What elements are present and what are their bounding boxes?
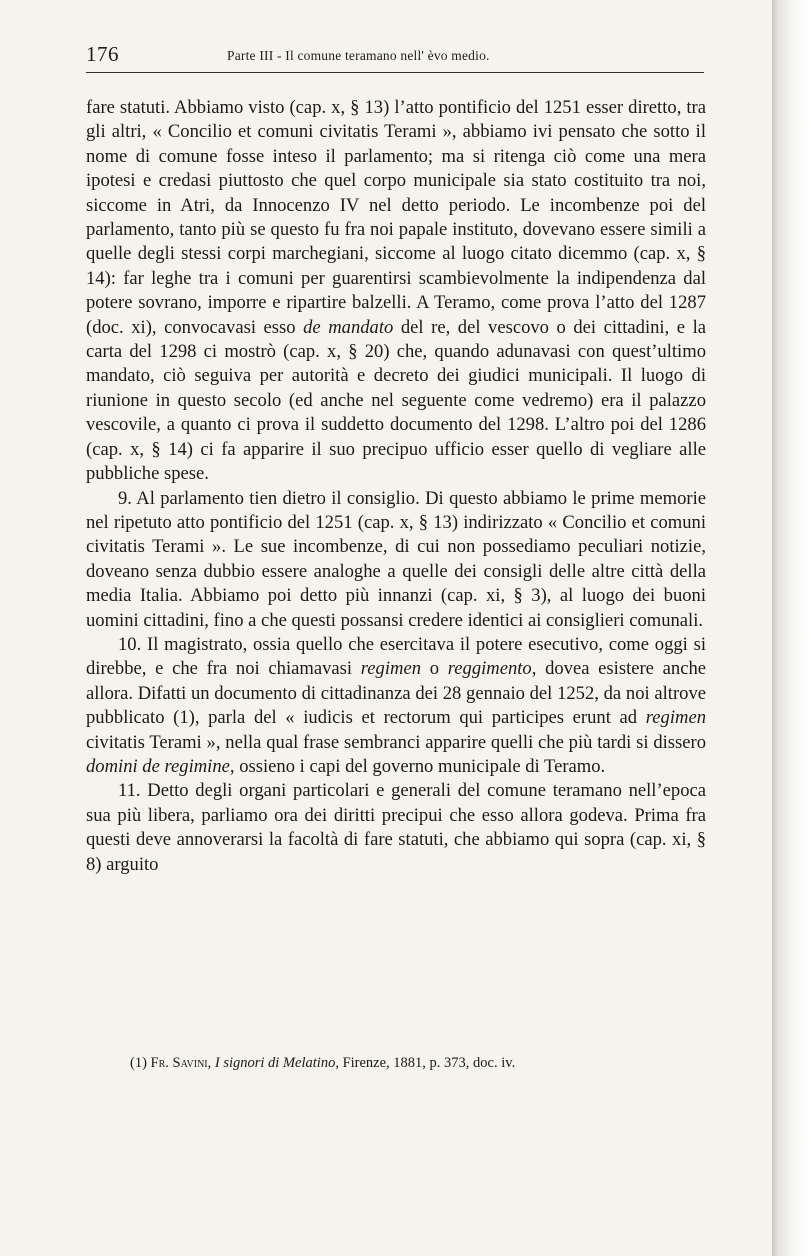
footnote xyxy=(130,1053,710,1073)
paragraph-8-continued xyxy=(86,96,706,487)
text-run: , dovea esistere anche allora. Difatti un documento di cittadinanza dei 28 gennaio del 1252, da noi altrove pubblicato (1), parla del « iudicis et rectorum qui participes erunt ad xyxy=(86,658,706,729)
italic-run: regimen xyxy=(360,658,421,680)
footnote-author: Fr. Savini xyxy=(150,1055,208,1071)
paragraph-9 xyxy=(86,487,706,633)
text-run: fare statuti. Abbiamo visto (cap. x, § 13) l’atto pontificio del 1251 esser diretto, tra gli altri, « Concilio et comuni civitatis Terami », abbiamo ivi pensato che sotto il nome di comune fosse inteso il parlamento; ma si ritenga ciò come una mera ipotesi e credasi piuttosto che quel corpo municipale sia stato costituito tra noi, siccome in Atri, da Innocenzo IV nel detto periodo. Le incombenze poi del parlamento, tanto più se questo fu fra noi papale instituto, dovevano essere simili a quelle degli stessi corpi marchegiani, siccome al luogo citato dicemmo (cap. x, § 14): far leghe tra i comuni per guarentirsi scambievolmente la indipendenza dal potere sovrano, imporre e ripartire balzelli. A Teramo, come prova l’atto del 1287 (doc. xi), convocavasi esso xyxy=(86,97,706,338)
text-run: 10. Il magistrato, ossia quello che esercitava il potere esecutivo, come oggi si direbbe, e che fra noi chiamavasi xyxy=(86,633,706,680)
italic-run: reggimento xyxy=(447,658,532,680)
text-run: 9. Al parlamento tien dietro il consiglio. Di questo abbiamo le prime memorie nel ripetuto atto pontificio del 1251 (cap. x, § 13) indirizzato « Concilio et comuni civitatis Terami ». Le sue incombenze, di cui non possediamo peculiari notizie, doveano senza dubbio essere analoghe a quelle dei consigli delle altre città della media Italia. Abbiamo poi detto più innanzi (cap. xi, § 3), al luogo dei buoni uomini cittadini, fino a che questi possansi credere identici ai consiglieri comunali. xyxy=(86,487,706,631)
text-run: o xyxy=(421,658,448,680)
text-run: , ossieno i capi del governo municipale di Teramo. xyxy=(229,755,606,777)
running-head xyxy=(86,40,704,73)
text-run: civitatis Terami », nella qual frase sembranci apparire quelli che più tardi si dissero xyxy=(86,731,706,753)
running-title: Parte III - Il comune teramano nell' èvo medio. xyxy=(227,48,490,63)
paragraph-10 xyxy=(86,633,706,779)
italic-run: domini de regimine xyxy=(86,755,230,777)
footnote-marker: (1) xyxy=(130,1055,151,1071)
body-text xyxy=(86,96,706,877)
footnote-separator: , xyxy=(207,1055,215,1071)
footnote-title: I signori di Melatino xyxy=(214,1055,336,1071)
italic-run: de mandato xyxy=(303,316,394,338)
italic-run: regimen xyxy=(645,707,706,729)
page-edge xyxy=(772,0,811,1256)
page-number: 176 xyxy=(86,42,119,66)
text-run: 11. Detto degli organi particolari e generali del comune teramano nell’epoca sua più libera, parliamo ora dei diritti precipui che esso allora godeva. Prima fra questi deve annoverarsi la facoltà di fare statuti, che abbiamo qui sopra (cap. xi, § 8) arguito xyxy=(86,780,706,875)
paragraph-11 xyxy=(86,779,706,877)
text-run: del re, del vescovo o dei cittadini, e la carta del 1298 ci mostrò (cap. x, § 20) che, quando adunavasi con quest’ultimo mandato, ciò seguiva per autorità e decreto dei giudici municipali. Il luogo di riunione in questo secolo (ed anche nel seguente come vedremo) era il palazzo vescovile, a quanto ci prova il suddetto documento del 1298. L’altro poi del 1286 (cap. x, § 14) ci fa apparire il suo precipuo ufficio esser quello di vegliare alle pubbliche spese. xyxy=(86,316,706,485)
footnote-details: , Firenze, 1881, p. 373, doc. iv. xyxy=(335,1055,516,1071)
